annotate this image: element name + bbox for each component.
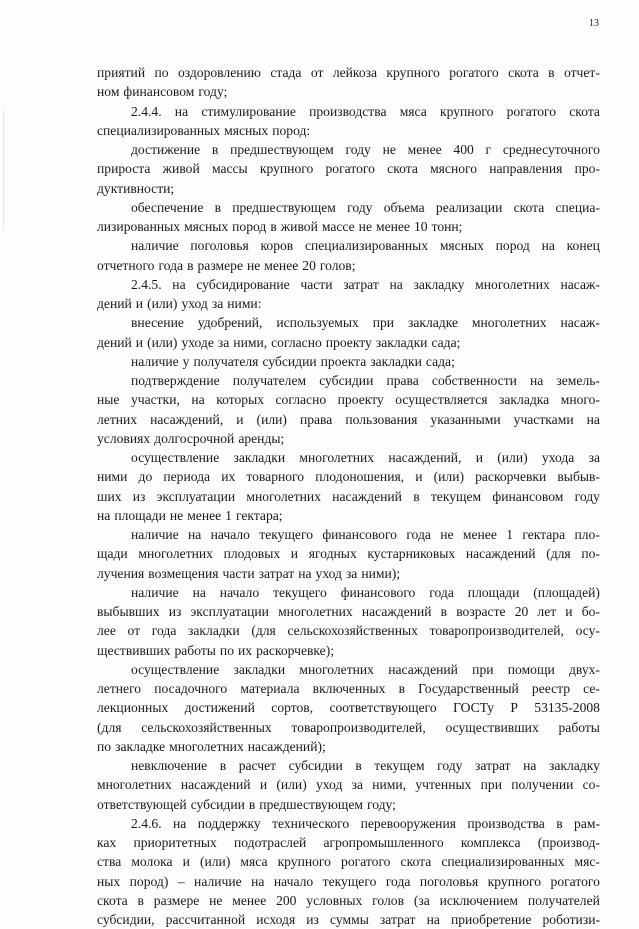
text-line: осуществление закладки многолетних насаждений, и (или) ухода за <box>131 450 600 465</box>
text-line: дений и (или) уход за ними: <box>97 296 262 311</box>
text-line: отчетного года в размере не менее 20 голов; <box>97 257 356 273</box>
text-line: ном финансовом году; <box>97 84 228 100</box>
text-line: скота в размере не менее 200 условных голов (за исключением получателей <box>97 892 600 908</box>
text-line: 2.4.4. на стимулирование производства мяса крупного рогатого скота <box>131 103 600 119</box>
text-line: (для сельскохозяйственных товаропроизводителей, осуществивших работы <box>97 719 600 735</box>
text-line: ществивших работы по их раскорчевке); <box>97 642 335 658</box>
document-body <box>97 63 600 929</box>
text-line: наличие на начало текущего финансового года площади (площадей) <box>131 584 600 600</box>
text-line: ных пород) – наличие на начало текущего года поголовья крупного рогатого <box>97 873 600 889</box>
text-line: лекционных достижений сортов, соответствующего ГОСТу Р 53135-2008 <box>97 700 600 716</box>
text-line: приятий по оздоровлению стада от лейкоза крупного рогатого скота в отчет- <box>97 65 600 80</box>
text-line: осуществление закладки многолетних насаждений при помощи двух- <box>131 661 600 677</box>
text-line: подтверждение получателем субсидии права собственности на земель- <box>131 373 600 388</box>
text-line: лее от года закладки (для сельскохозяйственных товаропроизводителей, осу- <box>97 623 600 639</box>
text-line: ших из эксплуатации многолетних насаждений в текущем финансовом году <box>97 488 600 504</box>
text-line: субсидии, рассчитанной исходя из суммы затрат на приобретение роботизи- <box>97 912 600 927</box>
text-line: по закладке многолетних насаждений); <box>97 738 326 754</box>
text-line: 2.4.6. на поддержку технического перевооружения производства в рам- <box>131 815 600 831</box>
text-line: на площади не менее 1 гектара; <box>97 507 283 523</box>
text-line: обеспечение в предшествующем году объема реализации скота специа- <box>131 199 600 215</box>
text-line: ства молока и (или) мяса крупного рогатого скота специализированных мяс- <box>97 854 600 870</box>
text-line: многолетних насаждений и (или) уход за ними, учтенных при получении со- <box>97 777 600 793</box>
text-line: выбывших из эксплуатации многолетних насаждений в возрасте 20 лет и бо- <box>97 604 600 619</box>
text-line: лизированных мясных пород в живой массе не менее 10 тонн; <box>97 219 463 234</box>
text-line: наличие поголовья коров специализированных мясных пород на конец <box>131 238 600 254</box>
text-line: внесение удобрений, используемых при закладке многолетних насаж- <box>131 315 600 331</box>
text-line: специализированных мясных пород: <box>97 122 311 138</box>
page-number: 13 <box>589 18 599 29</box>
text-line: достижение в предшествующем году не менее 400 г среднесуточного <box>131 142 600 157</box>
text-line: дений и (или) уходе за ними, согласно проекту закладки сада; <box>97 334 461 350</box>
text-line: лучения возмещения части затрат на уход за ними); <box>97 565 401 581</box>
text-line: щади многолетних плодовых и ягодных кустарниковых насаждений (для по- <box>97 546 600 562</box>
text-line: наличие на начало текущего финансового года не менее 1 гектара пло- <box>131 527 600 542</box>
text-line: невключение в расчет субсидии в текущем году затрат на закладку <box>131 758 600 773</box>
text-line: прироста живой массы крупного рогатого скота мясного направления про- <box>97 161 600 177</box>
text-line: наличие у получателя субсидии проекта закладки сада; <box>131 353 455 369</box>
text-line: летних насаждений, и (или) права пользования указанными участками на <box>97 411 600 427</box>
text-line: летнего посадочного материала включенных в Государственный реестр се- <box>97 681 600 696</box>
text-line: ках приоритетных подотраслей агропромышленного комплекса (производ- <box>97 835 600 850</box>
scan-edge-mark <box>3 110 4 230</box>
text-line: ные участки, на которых согласно проекту осуществляется закладка много- <box>97 392 600 408</box>
text-line: ними до периода их товарного плодоношения, и (или) раскорчевки выбыв- <box>97 469 600 485</box>
text-line: дуктивности; <box>97 180 175 196</box>
text-line: условиях долгосрочной аренды; <box>97 430 285 446</box>
text-line: ответствующей субсидии в предшествующем году; <box>97 796 396 812</box>
text-line: 2.4.5. на субсидирование части затрат на закладку многолетних насаж- <box>131 276 600 292</box>
